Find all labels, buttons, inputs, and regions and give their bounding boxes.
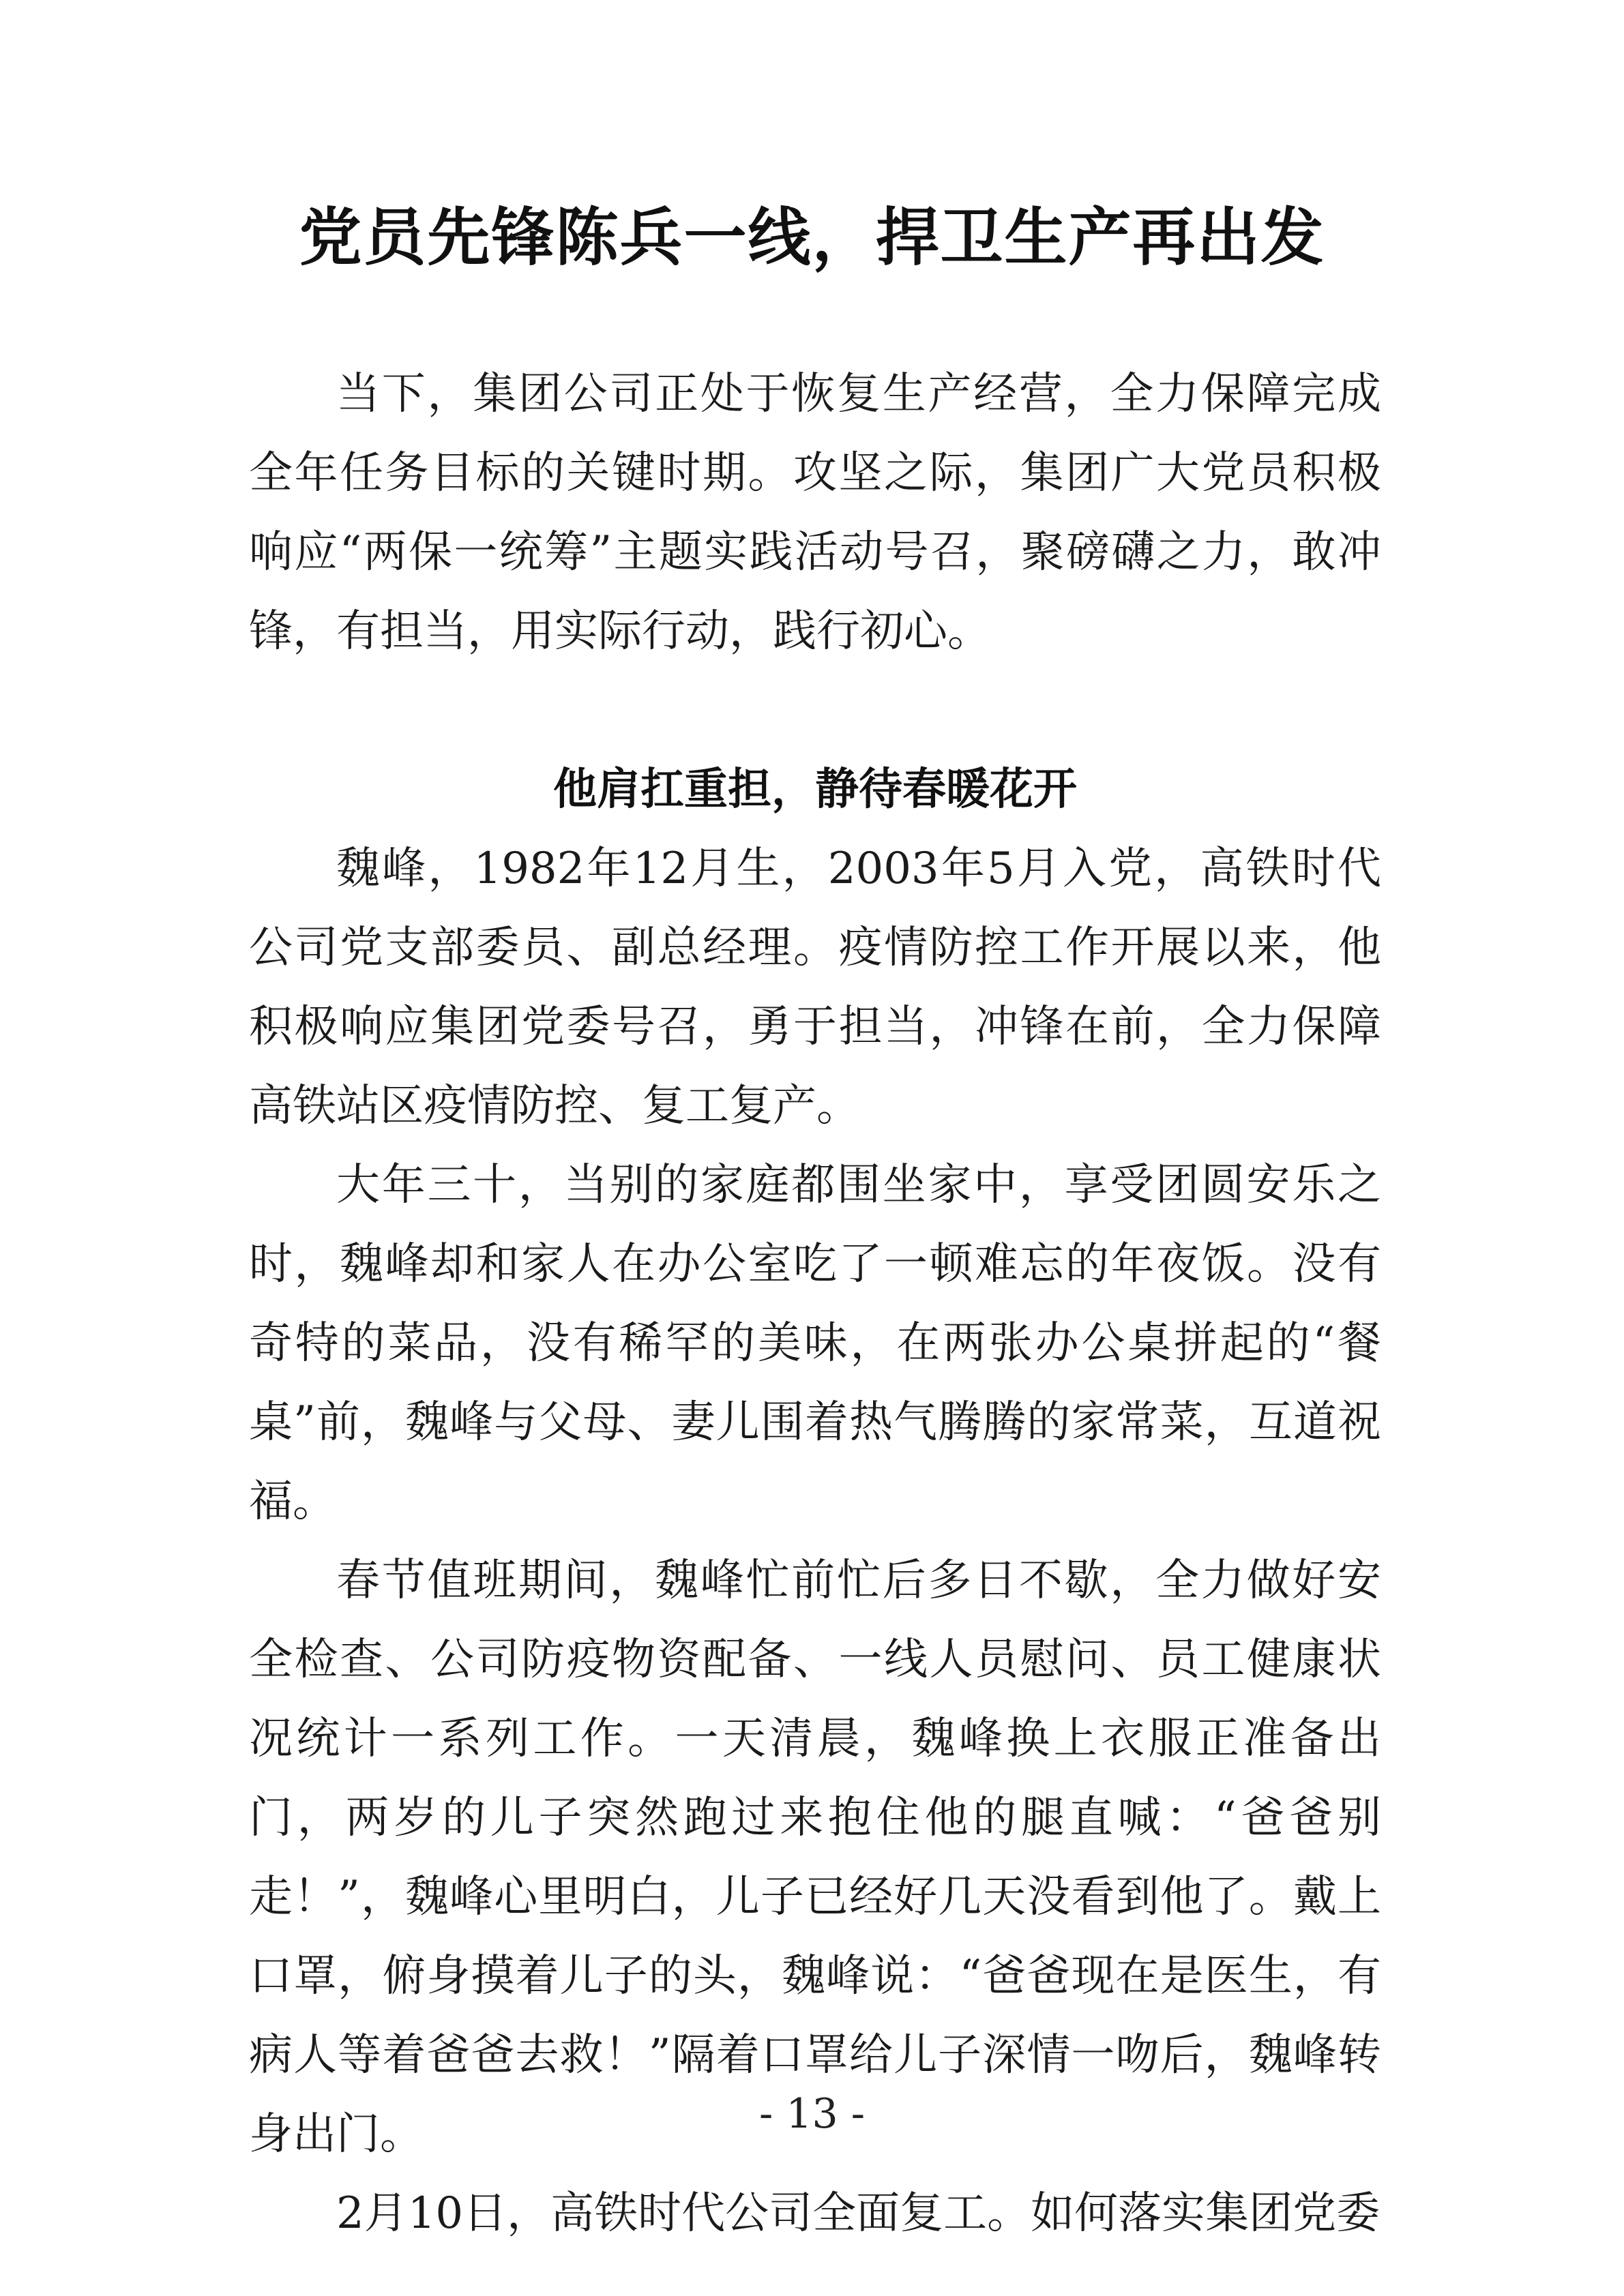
intro-block <box>249 355 1381 671</box>
article-title: 党员先锋陈兵一线，捍卫生产再出发 <box>299 200 1325 274</box>
section-paragraph-2: 大年三十，当别的家庭都围坐家中，享受团圆安乐之时，魏峰却和家人在办公室吃了一顿难忘的年夜饭。没有奇特的菜品，没有稀罕的美味，在两张办公桌拼起的“餐桌”前，魏峰与父母、妻儿围着热气腾腾的家常菜，互道祝福。 <box>249 1160 1381 1527</box>
page-number: - 13 - <box>758 2090 866 2138</box>
section-paragraph-1: 魏峰，1982年12月生，2003年5月入党，高铁时代公司党支部委员、副总经理。疫情防控工作开展以来，他积极响应集团党委号召，勇于担当，冲锋在前，全力保障高铁站区疫情防控、复工复产。 <box>249 844 1381 1131</box>
section-paragraph-4: 2月10日，高铁时代公司全面复工。如何落实集团党委 <box>336 2188 1381 2239</box>
section-block <box>249 750 1381 2253</box>
section-paragraph-3: 春节值班期间，魏峰忙前忙后多日不歇，全力做好安全检查、公司防疫物资配备、一线人员慰问、员工健康状况统计一系列工作。一天清晨，魏峰换上衣服正准备出门，两岁的儿子突然跑过来抱住他的腿直喊：“爸爸别走！”，魏峰心里明白，儿子已经好几天没看到他了。戴上口罩，俯身摸着儿子的头，魏峰说：“爸爸现在是医生，有病人等着爸爸去救！”隔着口罩给儿子深情一吻后，魏峰转身出门。 <box>249 1555 1381 2160</box>
intro-paragraph: 当下，集团公司正处于恢复生产经营，全力保障完成全年任务目标的关键时期。攻坚之际，集团广大党员积极响应“两保一统筹”主题实践活动号召，聚磅礴之力，敢冲锋，有担当，用实际行动，践行初心。 <box>249 369 1381 657</box>
section-subtitle: 他肩扛重担，静待春暖花开 <box>553 764 1077 815</box>
